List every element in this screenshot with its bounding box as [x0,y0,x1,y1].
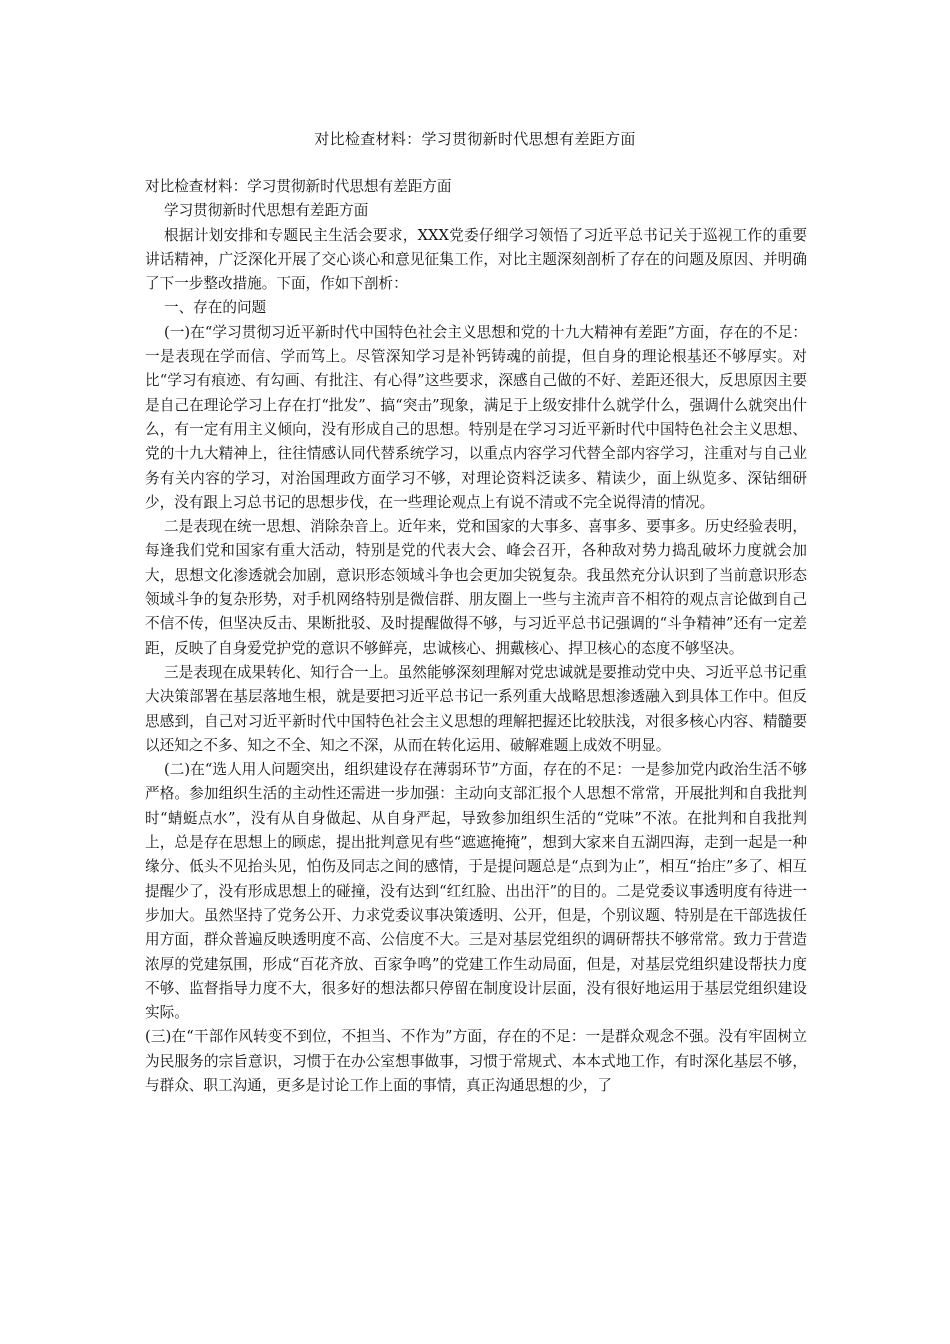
body-paragraph: 三是表现在成果转化、知行合一上。虽然能够深刻理解对党忠诚就是要推动党中央、习近平总书记重大决策部署在基层落地生根，就是要把习近平总书记一系列重大战略思想渗透融入到具体工作中。但反思感到，自己对习近平新时代中国特色社会主义思想的理解把握还比较肤浅，对很多核心内容、精髓要以还知之不多、知之不全、知之不深，从而在转化运用、破解难题上成效不明显。 [145,663,807,754]
body-paragraph: 对比检查材料：学习贯彻新时代思想有差距方面 [145,178,452,195]
body-paragraph: 学习贯彻新时代思想有差距方面 [163,202,369,220]
body-paragraph: (三)在“干部作风转变不到位，不担当、不作为”方面，存在的不足：一是群众观念不强。没有牢固树立为民服务的宗旨意识，习惯于在办公室想事做事，习惯于常规式、本本式地工作，有时深化基层不够，与群众、职工沟通，更多是讨论工作上面的事情，真正沟通思想的少，了 [145,1028,807,1094]
body-paragraph: 一、存在的问题 [163,299,267,317]
body-paragraph: (二)在“选人用人问题突出，组织建设存在薄弱环节”方面，存在的不足：一是参加党内政治生活不够严格。参加组织生活的主动性还需进一步加强：主动向支部汇报个人思想不常常，开展批判和自我批判时“蜻蜓点水”，没有从自身做起、从自身严起，导致参加组织生活的“党味”不浓。在批判和自我批判上，总是存在思想上的顾虑，提出批判意见有些“遮遮掩掩”，想到大家来自五湖四海，走到一起是一种缘分、低头不见抬头见，怕伤及同志之间的感情，于是提问题总是“点到为止”，相互“抬庄”多了、相互提醒少了，没有形成思想上的碰撞，没有达到“红红脸、出出汗”的目的。二是党委议事透明度有待进一步加大。虽然坚持了党务公开、力求党委议事决策透明、公开，但是，个别议题、特别是在干部选拔任用方面，群众普遍反映透明度不高、公信度不大。三是对基层党组织的调研帮扶不够常常。致力于营造浓厚的党建氛围，形成“百花齐放、百家争鸣”的党建工作生动局面，但是，对基层党组织建设帮扶力度不够、监督指导力度不大，很多好的想法都只停留在制度设计层面，没有很好地运用于基层党组织建设实际。 [145,761,807,1022]
body-paragraph: 二是表现在统一思想、消除杂音上。近年来，党和国家的大事多、喜事多、要事多。历史经验表明，每逢我们党和国家有重大活动，特别是党的代表大会、峰会召开，各种敌对势力捣乱破坏力度就会加大，思想文化渗透就会加剧，意识形态领域斗争也会更加尖锐复杂。我虽然充分认识到了当前意识形态领域斗争的复杂形势，对手机网络特别是微信群、朋友圈上一些与主流声音不相符的观点言论做到自己不信不传，但坚决反击、果断批驳、及时提醒做得不够，与习近平总书记强调的“斗争精神”还有一定差距，反映了自身爱党护党的意识不够鲜亮，忠诚核心、拥戴核心、捍卫核心的态度不够坚决。 [145,518,807,657]
body-paragraph: (一)在“学习贯彻习近平新时代中国特色社会主义思想和党的十九大精神有差距”方面，存在的不足：一是表现在学而信、学而笃上。尽管深知学习是补钙铸魂的前提，但自身的理论根基还不够厚实。对比“学习有痕迹、有勾画、有批注、有心得”这些要求，深感自己做的不好、差距还很大，反思原因主要是自己在理论学习上存在打“批发”、搞“突击”现象，满足于上级安排什么就学什么，强调什么就突出什么，有一定有用主义倾向，没有形成自己的思想。特别是在学习习近平新时代中国特色社会主义思想、党的十九大精神上，往往情感认同代替系统学习，以重点内容学习代替全部内容学习，注重对与自己业务有关内容的学习，对治国理政方面学习不够，对理论资料泛读多、精读少，面上纵览多、深钻细研少，没有跟上习总书记的思想步伐，在一些理论观点上有说不清或不完全说得清的情况。 [145,323,807,511]
document-title: 对比检查材料：学习贯彻新时代思想有差距方面 [314,130,636,148]
body-paragraph: 根据计划安排和专题民主生活会要求，XXX党委仔细学习领悟了习近平总书记关于巡视工作的重要讲话精神，广泛深化开展了交心谈心和意见征集工作，对比主题深刻剖析了存在的问题及原因、并明确了下一步整改措施。下面，作如下剖析： [145,226,807,293]
document-body [145,175,807,1098]
